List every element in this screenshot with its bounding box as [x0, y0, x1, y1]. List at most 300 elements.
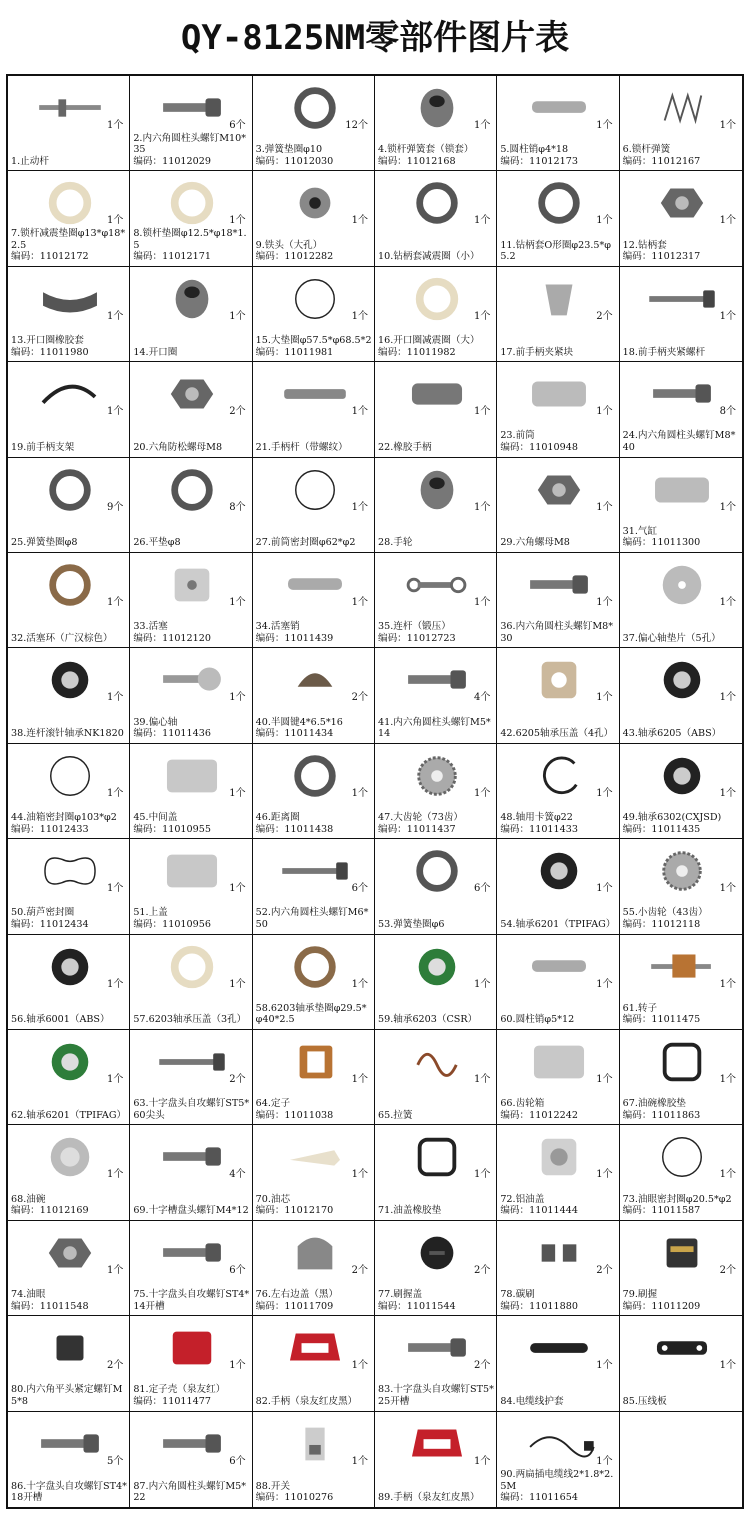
part-name: 10.钻柄套减震圈（小）: [378, 251, 480, 263]
part-cell: [620, 76, 742, 171]
part-name: 26.平垫φ8: [133, 537, 181, 549]
part-quantity: 1个: [719, 501, 736, 513]
part-code: 编码：11010956: [133, 919, 211, 930]
part-cell: [253, 648, 375, 743]
brush-icon: [519, 1227, 599, 1279]
part-quantity: 1个: [229, 692, 246, 704]
spring2-icon: [397, 1036, 477, 1088]
part-label: [11, 537, 127, 549]
part-quantity: 1个: [351, 215, 368, 227]
part-name: 82.手柄（泉友红皮黑）: [255, 1396, 358, 1407]
part-label: [11, 156, 127, 168]
piston-icon: [152, 559, 232, 611]
part-quantity: 1个: [473, 406, 491, 418]
part-cell: [8, 935, 130, 1030]
part-cell: [620, 362, 742, 457]
part-name: 17.前手柄夹紧块: [500, 346, 574, 358]
hex-bolt-icon: [397, 654, 477, 706]
part-quantity: 1个: [229, 1360, 246, 1372]
part-code: 编码：11010955: [133, 823, 211, 835]
part-label: [256, 1098, 372, 1121]
part-label: [133, 1289, 249, 1312]
white-ring-icon: [30, 177, 110, 229]
part-name: 37.偏心轴垫片（5孔）: [622, 632, 721, 644]
bearing-icon: [30, 941, 110, 993]
part-label: [378, 1205, 494, 1217]
part-cell: [620, 458, 742, 553]
part-quantity: 1个: [596, 406, 613, 418]
sleeve-icon: [397, 464, 477, 516]
part-label: [378, 537, 494, 549]
gourd-icon: [30, 845, 110, 897]
part-label: [623, 1194, 740, 1217]
part-quantity: 1个: [229, 883, 246, 895]
hex-bolt-icon: [642, 368, 722, 420]
part-cell: [375, 1316, 497, 1411]
part-name: 21.手柄杆（带螺纹）: [255, 442, 348, 453]
part-code: 编码：11012317: [622, 251, 701, 263]
part-code: 编码：11011038: [255, 1109, 334, 1121]
long-bolt-icon: [275, 845, 355, 897]
part-label: [256, 240, 372, 263]
part-cell: [253, 935, 375, 1030]
part-label: [133, 347, 249, 359]
part-cell: [253, 839, 375, 934]
part-quantity: 1个: [719, 1360, 736, 1372]
part-quantity: 1个: [596, 215, 613, 227]
part-label: [623, 907, 740, 930]
part-label: [256, 1481, 372, 1504]
red-handle-icon: [397, 1418, 477, 1470]
part-label: [623, 1003, 740, 1026]
part-label: [11, 907, 127, 930]
part-code: 编码：11011433: [500, 823, 578, 835]
part-cell: [620, 935, 742, 1030]
part-label: [256, 1289, 372, 1312]
part-label: [500, 144, 616, 167]
part-quantity: 1个: [106, 787, 124, 799]
part-cell: [497, 1125, 619, 1220]
gasket-icon: [397, 1131, 477, 1183]
part-cell: [497, 744, 619, 839]
part-name: 53.弹簧垫圈φ6: [378, 919, 445, 930]
part-label: [500, 919, 616, 931]
part-label: [623, 1289, 740, 1312]
part-label: [11, 1194, 127, 1217]
part-name: 8.锁杆垫圈φ12.5*φ18*1.5: [133, 228, 247, 251]
part-quantity: 1个: [106, 692, 124, 704]
part-quantity: 1个: [473, 1169, 491, 1181]
part-name: 15.大垫圈φ57.5*φ68.5*2: [255, 335, 372, 346]
part-name: 45.中间盖: [133, 812, 178, 823]
ring-icon: [275, 82, 355, 134]
part-cell: [375, 839, 497, 934]
housing-icon: [152, 845, 232, 897]
part-cell: [620, 648, 742, 743]
part-name: 83.十字盘头自攻螺钉ST5*25开槽: [378, 1384, 494, 1407]
part-label: [378, 1289, 494, 1312]
part-label: [133, 907, 249, 930]
part-label: [500, 537, 616, 549]
part-name: 65.拉簧: [378, 1109, 413, 1121]
part-quantity: 1个: [351, 310, 368, 322]
part-name: 60.圆柱销φ5*12: [500, 1014, 575, 1026]
part-label: [500, 728, 616, 740]
part-cell: [497, 76, 619, 171]
sleeve-icon: [152, 273, 232, 325]
nut-icon: [30, 1227, 110, 1279]
part-name: 52.内六角圆柱头螺钉M6*50: [255, 907, 369, 930]
part-code: 编码：11012433: [11, 823, 89, 835]
nut-icon: [152, 368, 232, 420]
tube-icon: [642, 464, 722, 516]
part-cell: [375, 76, 497, 171]
part-cell: [620, 267, 742, 362]
part-quantity: 1个: [596, 1169, 613, 1181]
part-name: 62.轴承6201（TPIFAG）: [11, 1109, 127, 1121]
part-label: [11, 1110, 127, 1122]
part-quantity: 2个: [473, 1264, 491, 1276]
part-cell: [497, 935, 619, 1030]
part-code: 编码：11012168: [378, 155, 456, 167]
part-label: [500, 1098, 616, 1121]
part-name: 2.内六角圆柱头螺钉M10*35: [133, 132, 247, 156]
part-code: 编码：11011438: [255, 823, 334, 835]
pin-icon: [519, 941, 599, 993]
part-label: [11, 812, 127, 835]
part-code: 编码：11012282: [255, 251, 334, 263]
gear-icon: [397, 750, 477, 802]
part-cell: [130, 1412, 252, 1507]
part-quantity: 2个: [473, 1360, 491, 1372]
cover-icon: [275, 1227, 355, 1279]
part-name: 39.偏心轴: [133, 716, 178, 728]
part-label: [11, 442, 127, 454]
part-code: 编码：11012030: [255, 155, 334, 167]
part-label: [623, 240, 740, 263]
ring-icon: [152, 464, 232, 516]
hex-bolt-icon: [30, 1418, 110, 1470]
part-quantity: 1个: [719, 310, 736, 322]
part-quantity: 2个: [351, 692, 368, 704]
part-code: 编码：11011863: [622, 1109, 701, 1121]
part-code: 编码：11012171: [133, 251, 211, 263]
white-ring-icon: [397, 273, 477, 325]
long-shaft-icon: [30, 82, 110, 134]
part-quantity: 1个: [106, 978, 124, 990]
part-label: [256, 144, 372, 167]
part-quantity: 6个: [229, 120, 246, 131]
part-name: 76.左右边盖（黑）: [255, 1289, 339, 1300]
part-label: [133, 1384, 249, 1407]
holder-icon: [642, 1227, 722, 1279]
part-cell: [253, 1412, 375, 1507]
part-quantity: 6个: [229, 1455, 246, 1467]
part-label: [500, 1014, 616, 1026]
part-name: 41.内六角圆柱头螺钉M5*14: [378, 716, 491, 740]
part-cell: [375, 267, 497, 362]
plate-icon: [519, 654, 599, 706]
part-name: 61.转子: [622, 1002, 658, 1014]
cap-icon: [519, 1131, 599, 1183]
part-name: 13.开口圈橡胶套: [11, 335, 84, 346]
part-cell: [497, 171, 619, 266]
part-cell: [253, 1125, 375, 1220]
part-code: 编码：11012120: [133, 632, 211, 644]
part-quantity: 1个: [596, 787, 613, 799]
housing-icon: [519, 1036, 599, 1088]
part-name: 25.弹簧垫圈φ8: [11, 537, 78, 549]
cup-icon: [30, 1131, 110, 1183]
part-label: [256, 1003, 372, 1026]
part-cell: [8, 1221, 130, 1316]
part-cell: [8, 553, 130, 648]
part-quantity: 1个: [719, 120, 736, 131]
part-code: 编码：11011709: [255, 1300, 334, 1312]
part-code: 编码：11012723: [378, 632, 456, 644]
part-cell: [253, 458, 375, 553]
part-label: [378, 1014, 494, 1026]
part-quantity: 2个: [596, 1264, 613, 1276]
hex-bolt-icon: [152, 1131, 232, 1183]
stator-icon: [275, 1036, 355, 1088]
part-name: 28.手轮: [378, 537, 413, 549]
part-name: 84.电缆线护套: [500, 1396, 564, 1407]
part-name: 38.连杆滚针轴承NK1820: [11, 728, 124, 740]
part-cell: [130, 171, 252, 266]
part-quantity: 1个: [719, 597, 736, 608]
part-quantity: 4个: [229, 1169, 246, 1181]
part-name: 44.油箱密封圈φ103*φ2: [11, 812, 117, 823]
part-label: [11, 1481, 127, 1504]
part-name: 32.活塞环（广汉棕色）: [11, 632, 113, 644]
part-cell: [375, 362, 497, 457]
part-cell: [130, 648, 252, 743]
part-name: 12.钻柄套: [622, 239, 667, 251]
part-name: 59.轴承6203（CSR）: [378, 1014, 478, 1026]
part-quantity: 1个: [229, 787, 246, 799]
part-code: 编码：11012029: [133, 155, 211, 167]
ring-icon: [397, 845, 477, 897]
part-label: [256, 1396, 372, 1408]
part-quantity: 8个: [229, 501, 246, 513]
part-quantity: 1个: [596, 501, 613, 513]
felt-icon: [275, 1131, 355, 1183]
part-cell: [620, 1221, 742, 1316]
bearing-icon: [642, 654, 722, 706]
part-label: [378, 1492, 494, 1504]
part-code: 编码：11010276: [255, 1492, 334, 1504]
part-cell: [8, 1125, 130, 1220]
part-cell: [375, 1221, 497, 1316]
bracket-icon: [30, 368, 110, 420]
part-quantity: 9个: [106, 501, 124, 513]
part-code: 编码：11011300: [622, 537, 701, 549]
part-cell: [253, 1221, 375, 1316]
block-icon: [519, 273, 599, 325]
part-name: 71.油盖橡胶垫: [378, 1205, 442, 1217]
part-label: [133, 621, 249, 644]
part-quantity: 1个: [229, 310, 246, 322]
part-cell: [375, 648, 497, 743]
part-quantity: 1个: [229, 597, 246, 608]
part-quantity: 1个: [351, 597, 368, 608]
part-quantity: 1个: [106, 597, 124, 608]
part-code: 编码：11011475: [622, 1014, 701, 1026]
part-cell: [8, 744, 130, 839]
part-name: 4.锁杆弹簧套（锁套）: [378, 144, 474, 156]
part-label: [11, 228, 127, 263]
part-name: 23.前筒: [500, 430, 535, 442]
part-label: [500, 812, 616, 835]
part-code: 编码：11012173: [500, 155, 578, 167]
part-label: [378, 251, 494, 263]
thin-ring-icon: [275, 464, 355, 516]
band-icon: [30, 273, 110, 325]
part-quantity: 1个: [351, 501, 368, 513]
part-quantity: 6个: [229, 1264, 246, 1276]
part-name: 68.油碗: [11, 1193, 46, 1205]
part-cell: [497, 458, 619, 553]
part-label: [623, 1098, 740, 1121]
part-name: 58.6203轴承垫圈φ29.5*φ40*2.5: [255, 1002, 367, 1026]
part-name: 55.小齿轮（43齿）: [622, 907, 708, 919]
gear-icon: [642, 845, 722, 897]
part-quantity: 1个: [473, 501, 491, 513]
part-label: [500, 347, 616, 359]
part-quantity: 12个: [345, 120, 368, 131]
part-name: 46.距离圈: [255, 812, 300, 823]
part-cell: [497, 1221, 619, 1316]
part-code: 编码：11011477: [133, 1396, 211, 1407]
part-quantity: 1个: [719, 883, 736, 895]
part-label: [500, 430, 616, 453]
part-name: 54.轴承6201（TPIFAG）: [500, 919, 616, 930]
part-name: 1.止动杆: [11, 155, 49, 167]
part-name: 19.前手柄支架: [11, 442, 75, 453]
part-quantity: 2个: [351, 1264, 368, 1276]
part-label: [256, 812, 372, 835]
hex-bolt-icon: [152, 1418, 232, 1470]
part-cell: [497, 1412, 619, 1507]
part-name: 64.定子: [255, 1098, 291, 1110]
hex-bolt-icon: [152, 1227, 232, 1279]
part-cell: [497, 648, 619, 743]
part-cell: [497, 839, 619, 934]
sleeve-icon: [397, 82, 477, 134]
part-quantity: 2个: [596, 310, 613, 322]
part-quantity: 2个: [229, 1074, 246, 1085]
part-label: [623, 144, 740, 167]
part-quantity: 6个: [351, 883, 368, 895]
part-code: 编码：11010948: [500, 442, 578, 453]
thin-ring-icon: [275, 273, 355, 325]
part-cell: [375, 458, 497, 553]
part-quantity: 1个: [596, 692, 613, 704]
part-label: [11, 1014, 127, 1026]
ring-icon: [397, 177, 477, 229]
part-quantity: 4个: [473, 692, 491, 704]
part-quantity: 1个: [473, 978, 491, 990]
green-bearing-icon: [30, 1036, 110, 1088]
part-name: 77.刷握盖: [378, 1289, 423, 1300]
part-quantity: 1个: [596, 978, 613, 990]
part-name: 72.铝油盖: [500, 1193, 545, 1205]
part-label: [11, 633, 127, 645]
part-name: 6.锁杆弹簧: [622, 144, 671, 156]
part-quantity: 2个: [106, 1360, 124, 1372]
part-cell: [8, 76, 130, 171]
part-name: 5.圆柱销φ4*18: [500, 144, 569, 156]
part-quantity: 1个: [351, 787, 368, 799]
part-code: 编码：11012169: [11, 1205, 89, 1217]
part-name: 78.碳刷: [500, 1289, 535, 1300]
part-cell: [130, 1030, 252, 1125]
part-code: 编码：11011880: [500, 1300, 578, 1312]
part-label: [500, 1469, 616, 1504]
part-cell: [253, 76, 375, 171]
part-cell: [253, 171, 375, 266]
part-quantity: 1个: [473, 1074, 491, 1085]
part-quantity: 1个: [473, 787, 491, 799]
part-name: 70.油芯: [255, 1193, 291, 1205]
switch-icon: [275, 1418, 355, 1470]
nut-icon: [519, 464, 599, 516]
ring-icon: [275, 750, 355, 802]
thin-ring-icon: [30, 750, 110, 802]
part-label: [256, 717, 372, 740]
part-label: [11, 728, 127, 740]
part-name: 35.连杆（锻压）: [378, 621, 451, 633]
part-label: [133, 133, 249, 168]
part-label: [133, 1098, 249, 1121]
part-label: [133, 442, 249, 454]
part-label: [623, 812, 740, 835]
part-quantity: 1个: [229, 215, 246, 227]
part-quantity: 1个: [596, 1360, 613, 1372]
clip-icon: [519, 750, 599, 802]
part-quantity: 1个: [719, 978, 736, 990]
part-name: 86.十字盘头自攻螺钉ST4*18开槽: [11, 1480, 127, 1504]
part-label: [256, 621, 372, 644]
part-code: 编码：11012172: [11, 251, 89, 263]
part-name: 47.大齿轮（73齿）: [378, 812, 464, 823]
black-cap-icon: [397, 1227, 477, 1279]
part-label: [378, 717, 494, 740]
bearing-icon: [642, 750, 722, 802]
part-code: 编码：11012434: [11, 919, 89, 930]
part-label: [623, 633, 740, 645]
part-label: [133, 537, 249, 549]
part-name: 27.前筒密封圈φ62*φ2: [255, 537, 356, 549]
part-code: 编码：11012167: [622, 155, 701, 167]
part-name: 48.轴用卡簧φ22: [500, 812, 573, 823]
part-quantity: 1个: [351, 978, 368, 990]
long-bolt-icon: [152, 1036, 232, 1088]
part-code: 编码：11011981: [255, 346, 334, 358]
part-quantity: 1个: [596, 1074, 613, 1085]
sheath-icon: [519, 1322, 599, 1374]
part-quantity: 1个: [106, 1169, 124, 1181]
part-quantity: 1个: [351, 406, 368, 418]
hex-bolt-icon: [152, 82, 232, 134]
part-cell: [130, 267, 252, 362]
part-quantity: 1个: [596, 120, 613, 131]
rotor-icon: [642, 941, 722, 993]
tube-icon: [519, 368, 599, 420]
part-quantity: 6个: [473, 883, 491, 895]
part-label: [256, 1194, 372, 1217]
